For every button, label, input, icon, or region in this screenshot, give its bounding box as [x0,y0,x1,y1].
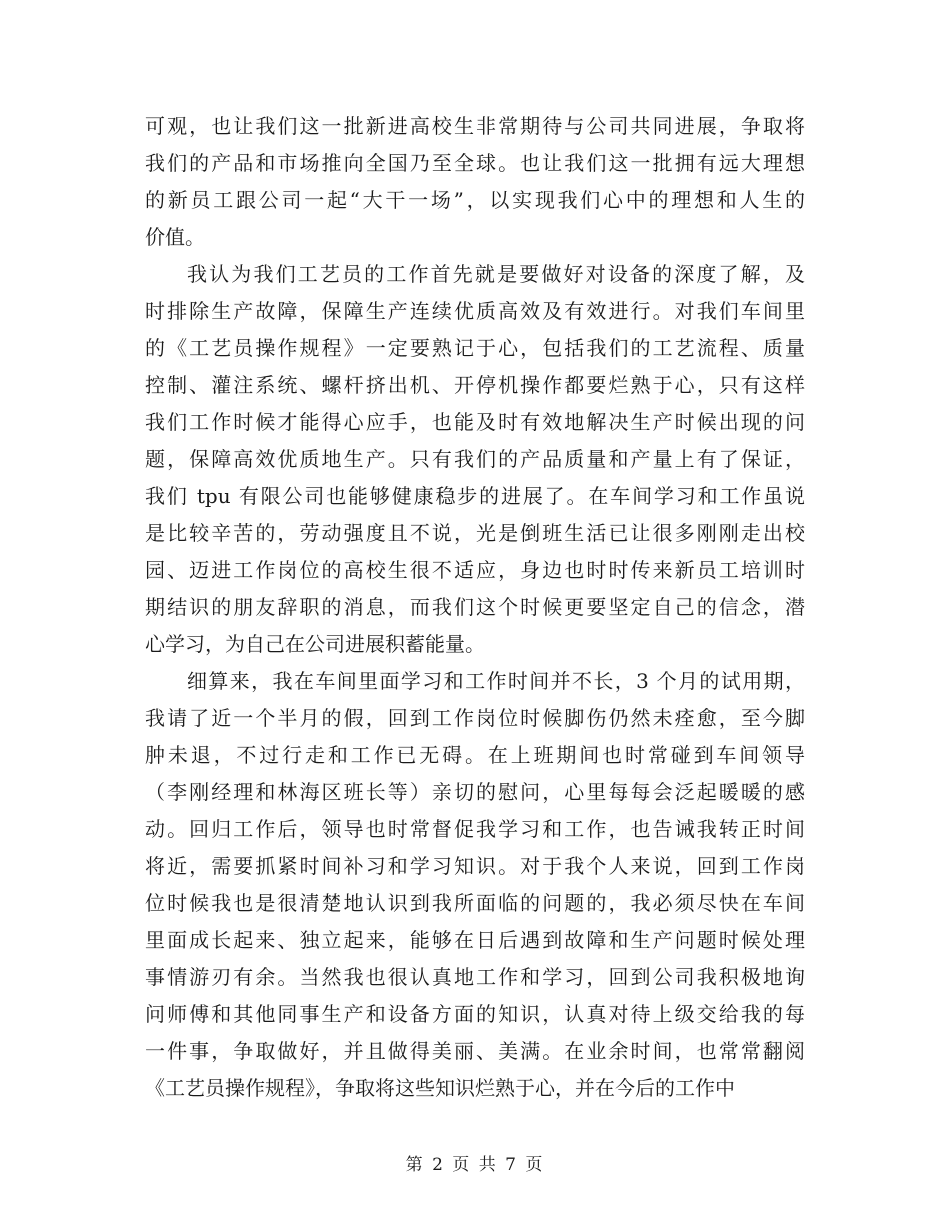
text-line: 我们工作时候才能得心应手，也能及时有效地解决生产时候出现的问 [145,410,805,434]
text-line: 肿未退，不过行走和工作已无碍。在上班期间也时常碰到车间领导 [145,743,805,767]
paragraph [145,108,805,256]
text-line: 题，保障高效优质地生产。只有我们的产品质量和产量上有了保证， [145,447,805,471]
text-line: 可观，也让我们这一批新进高校生非常期待与公司共同进展，争取将 [145,114,805,138]
text-line: 里面成长起来、独立起来，能够在日后遇到故障和生产问题时候处理 [145,928,805,952]
paragraph [145,256,805,663]
text-line: 将近，需要抓紧时间补习和学习知识。对于我个人来说，回到工作岗 [145,854,805,878]
body-text [145,108,805,1107]
page-footer: 第 2 页 共 7 页 [405,1155,545,1175]
text-line: 价值。 [145,225,205,249]
text-line: 的新员工跟公司一起“大干一场”，以实现我们心中的理想和人生的 [145,188,805,212]
text-line: 期结识的朋友辞职的消息，而我们这个时候更要坚定自己的信念，潜 [145,595,805,619]
text-line: 是比较辛苦的，劳动强度且不说，光是倒班生活已让很多刚刚走出校 [145,521,805,545]
paragraph [145,663,805,1107]
text-line: 位时候我也是很清楚地认识到我所面临的问题的，我必须尽快在车间 [145,891,805,915]
text-line: 的《工艺员操作规程》一定要熟记于心，包括我们的工艺流程、质量 [145,336,805,360]
text-line: 园、迈进工作岗位的高校生很不适应，身边也时时传来新员工培训时 [145,558,805,582]
text-line: 动。回归工作后，领导也时常督促我学习和工作，也告诫我转正时间 [145,817,805,841]
text-line: 我认为我们工艺员的工作首先就是要做好对设备的深度了解，及 [187,262,805,286]
text-line: 细算来，我在车间里面学习和工作时间并不长，3 个月的试用期， [187,669,805,693]
text-line: 心学习，为自己在公司进展积蓄能量。 [145,632,485,656]
text-line: 问师傅和其他同事生产和设备方面的知识，认真对待上级交给我的每 [145,1002,805,1026]
text-line: 我们 tpu 有限公司也能够健康稳步的进展了。在车间学习和工作虽说 [145,484,805,508]
text-line: 我们的产品和市场推向全国乃至全球。也让我们这一批拥有远大理想 [145,151,805,175]
text-line: 控制、灌注系统、螺杆挤出机、开停机操作都要烂熟于心，只有这样 [145,373,805,397]
text-line: 时排除生产故障，保障生产连续优质高效及有效进行。对我们车间里 [145,299,805,323]
text-line: 一件事，争取做好，并且做得美丽、美满。在业余时间，也常常翻阅 [145,1039,805,1063]
text-line: 《工艺员操作规程》，争取将这些知识烂熟于心，并在今后的工作中 [145,1076,735,1100]
text-line: 事情游刃有余。当然我也很认真地工作和学习，回到公司我积极地询 [145,965,805,989]
text-line: （李刚经理和林海区班长等）亲切的慰问，心里每每会泛起暖暖的感 [145,780,805,804]
text-line: 我请了近一个半月的假，回到工作岗位时候脚伤仍然未痊愈，至今脚 [145,706,805,730]
